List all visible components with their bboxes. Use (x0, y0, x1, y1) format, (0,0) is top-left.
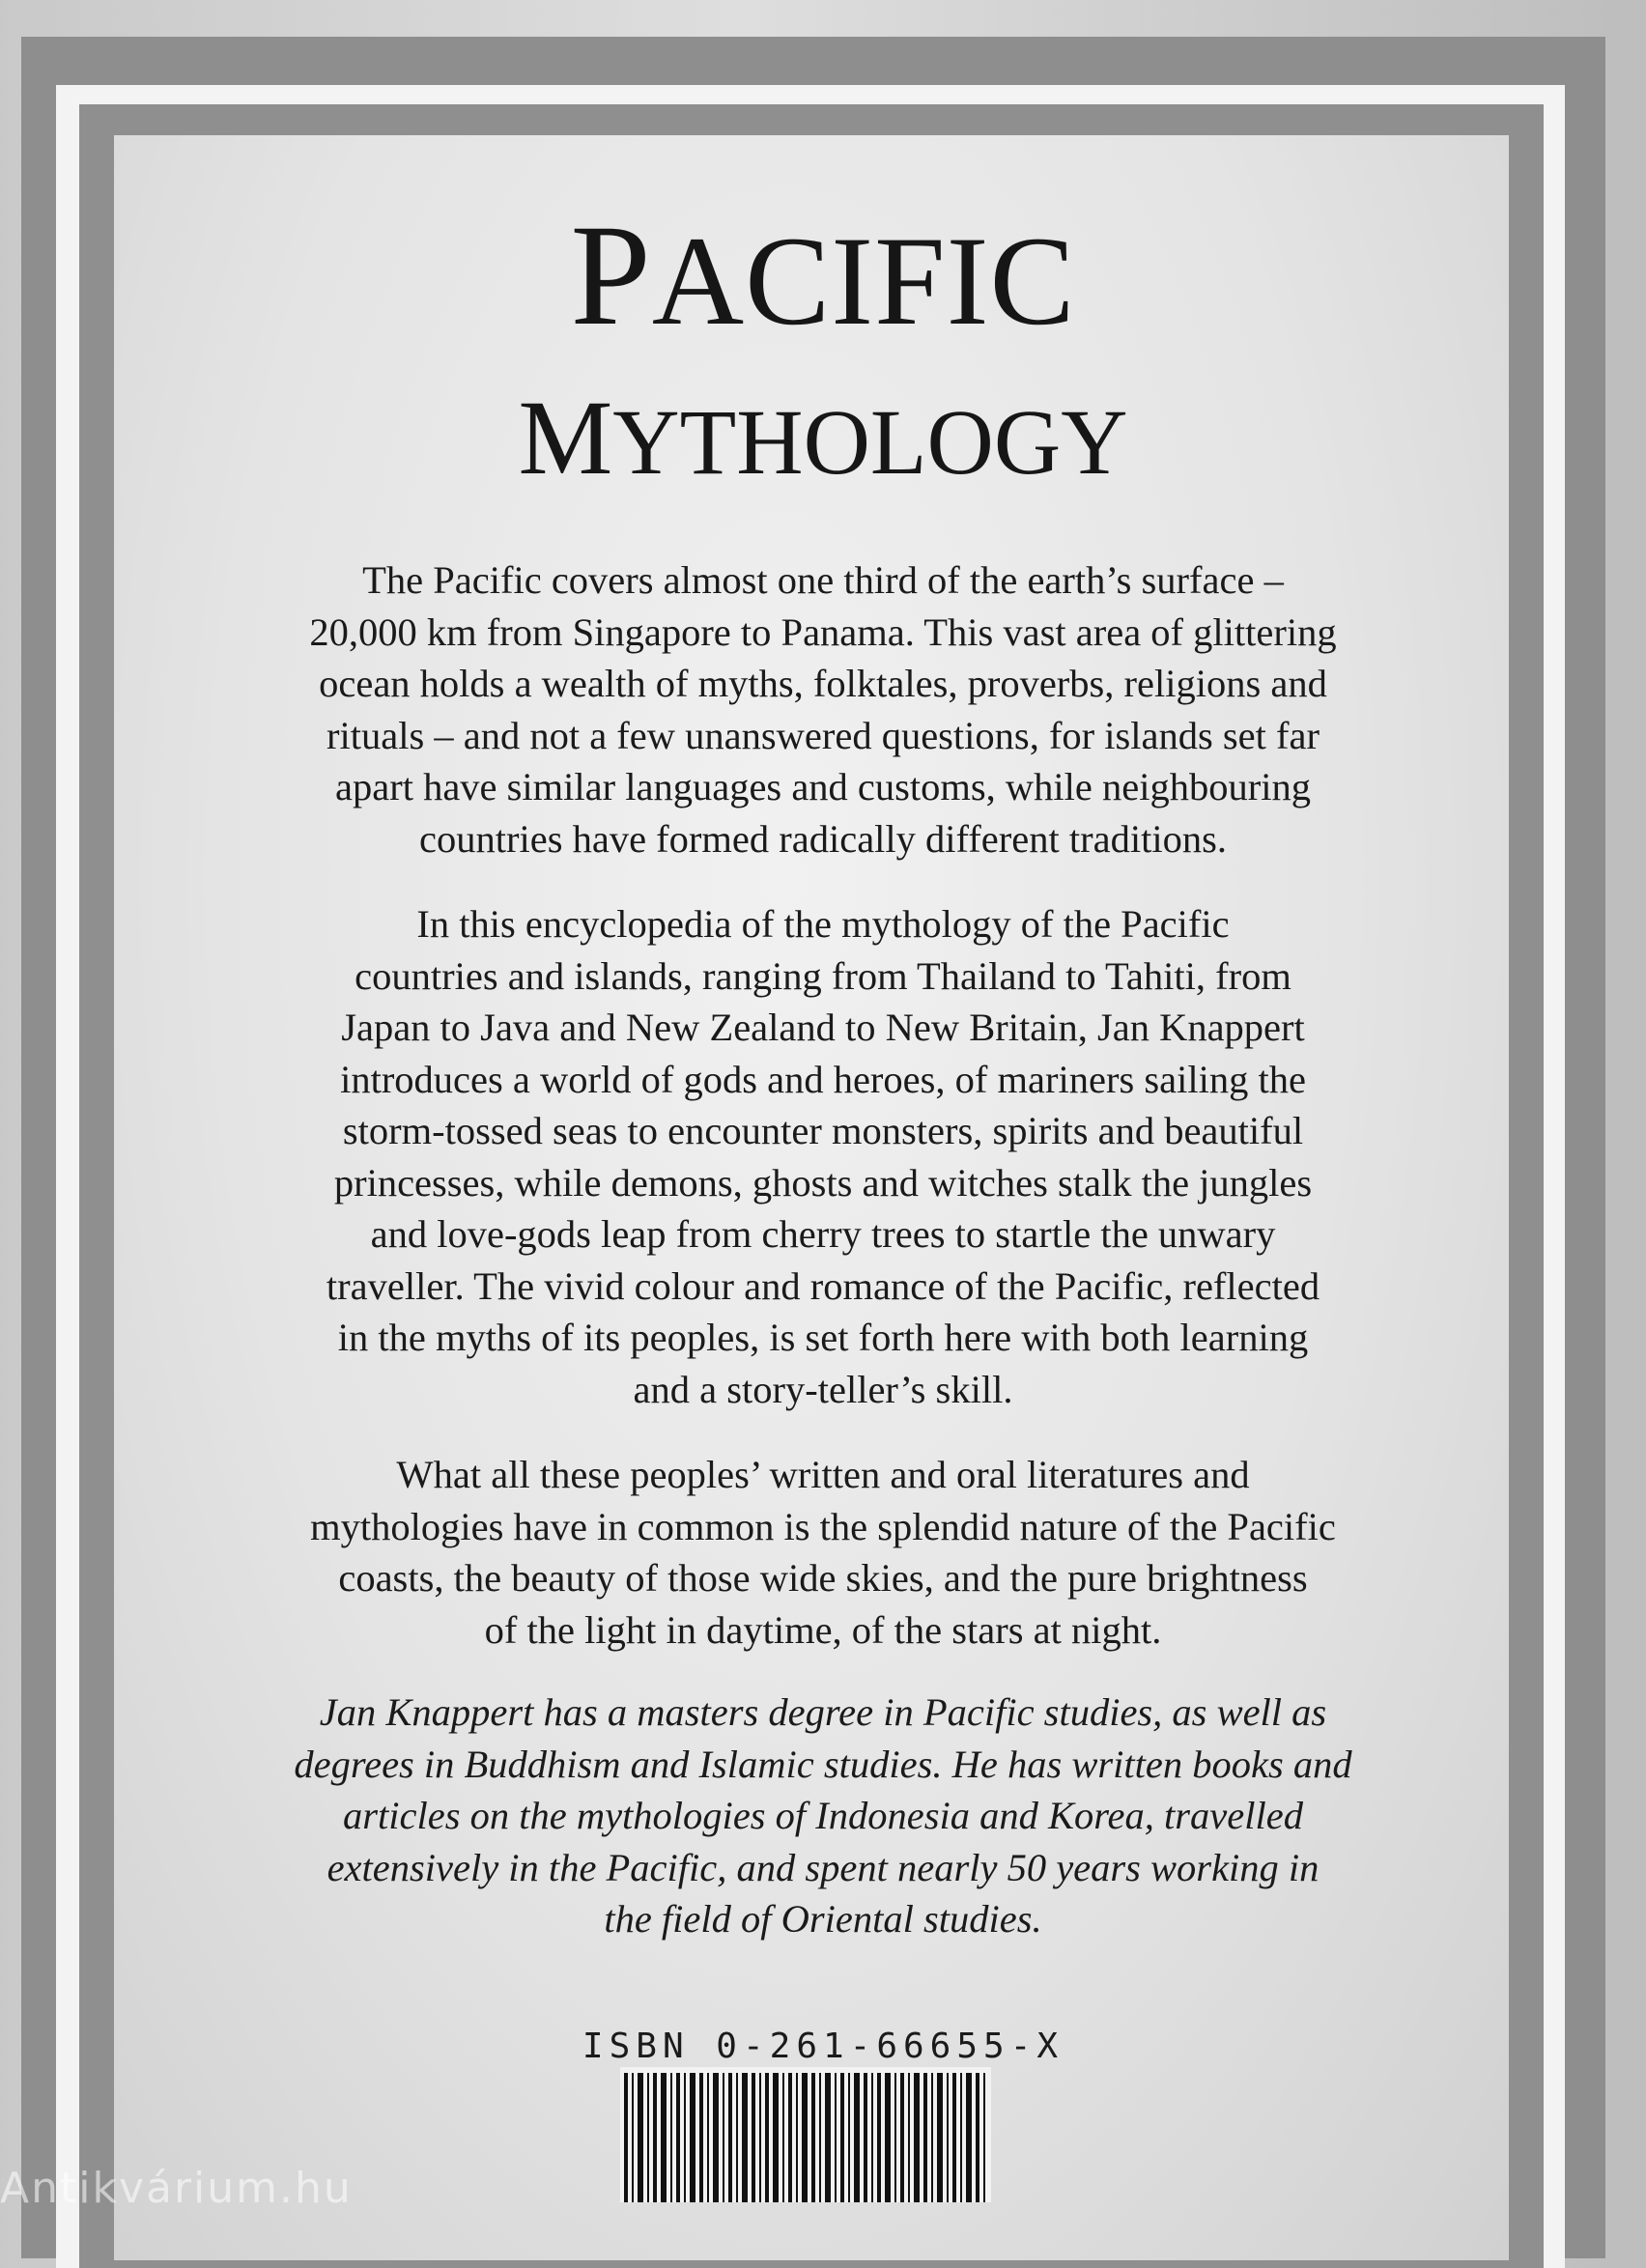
text-line: rituals – and not a few unanswered questions, for islands set far (326, 713, 1320, 757)
subtitle-initial: M (518, 379, 613, 496)
text-line: coasts, the beauty of those wide skies, and the pure brightness (338, 1556, 1308, 1600)
barcode-bars (620, 2067, 991, 2202)
text-line: Japan to Java and New Zealand to New Britain, Jan Knappert (341, 1006, 1305, 1049)
author-bio (224, 1687, 1422, 1945)
subtitle-rest: YTHOLOGY (612, 390, 1128, 494)
book-title (0, 195, 1646, 355)
text-line: apart have similar languages and customs, while neighbouring (335, 765, 1311, 808)
blurb-paragraph-3 (224, 1449, 1422, 1656)
book-subtitle (0, 379, 1646, 496)
text-line: storm-tossed seas to encounter monsters, spirits and beautiful (342, 1109, 1304, 1152)
text-line: of the light in daytime, of the stars at night. (484, 1607, 1162, 1652)
text-line: and a story-teller’s skill. (633, 1367, 1013, 1411)
title-rest: ACIFIC (651, 210, 1076, 352)
text-line: The Pacific covers almost one third of the earth’s surface – (362, 558, 1284, 602)
blurb-paragraph-1 (224, 554, 1422, 865)
text-line: extensively in the Pacific, and spent nearly 50 years working in (326, 1845, 1320, 1889)
text-line: In this encyclopedia of the mythology of the Pacific (416, 902, 1230, 946)
text-line: articles on the mythologies of Indonesia and Korea, travelled (343, 1794, 1303, 1837)
text-line: princesses, while demons, ghosts and witches stalk the jungles (333, 1160, 1313, 1205)
text-line: Jan Knappert has a masters degree in Pacific studies, as well as (319, 1690, 1327, 1734)
text-line: and love-gods leap from cherry trees to startle the unwary (370, 1212, 1276, 1256)
blurb-paragraph-2 (224, 898, 1422, 1415)
text-line: ocean holds a wealth of myths, folktales, proverbs, religions and (319, 662, 1327, 705)
text-line: mythologies have in common is the splendid nature of the Pacific (310, 1504, 1336, 1548)
text-line: traveller. The vivid colour and romance of the Pacific, reflected (326, 1263, 1320, 1308)
isbn-number: ISBN 0-261-66655-X (582, 2027, 1064, 2066)
text-line: introduces a world of gods and heroes, of mariners sailing the (340, 1057, 1306, 1101)
text-line: in the myths of its peoples, is set forth here with both learning (337, 1316, 1309, 1359)
watermark: Antikvárium.hu (0, 2164, 353, 2213)
text-line: countries have formed radically different traditions. (419, 816, 1227, 861)
text-line: countries and islands, ranging from Thailand to Tahiti, from (355, 953, 1291, 998)
title-initial: P (570, 195, 652, 355)
text-line: degrees in Buddhism and Islamic studies. He has written books and (294, 1742, 1352, 1786)
text-line: What all these peoples’ written and oral literatures and (396, 1453, 1250, 1496)
text-line: the field of Oriental studies. (604, 1897, 1042, 1941)
text-line: 20,000 km from Singapore to Panama. This vast area of glittering (309, 610, 1337, 654)
barcode (620, 2067, 991, 2202)
